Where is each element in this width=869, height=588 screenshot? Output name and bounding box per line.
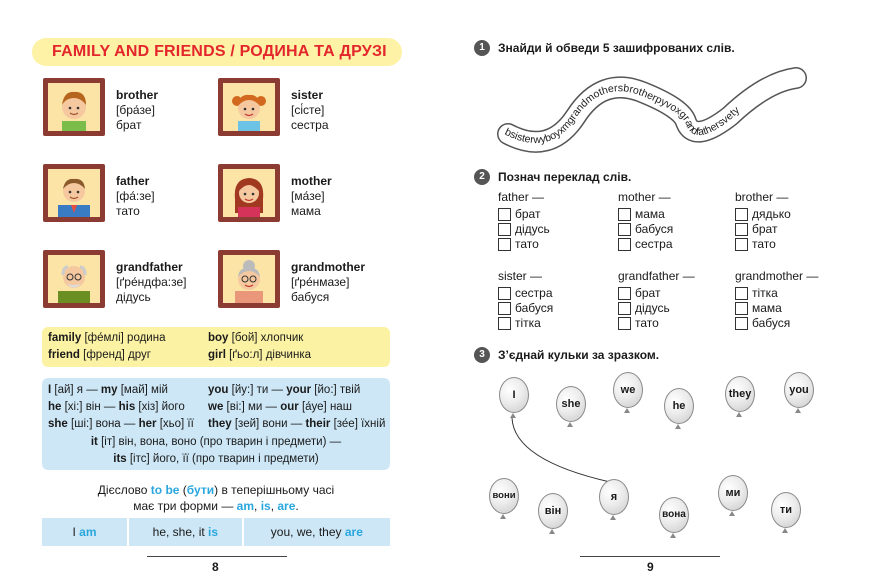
option-label: тато <box>752 237 776 251</box>
portrait-grandmother <box>218 250 280 308</box>
pronoun-text: [іт] він, вона, воно (про тварин і предмети) — <box>97 436 342 448</box>
option[interactable] <box>618 207 673 222</box>
translation-group-father <box>498 190 550 252</box>
pronoun-text: [а́уе] наш <box>298 401 352 413</box>
balloon-top[interactable] <box>613 372 643 413</box>
to-be-table <box>42 518 390 546</box>
pronoun-word: your <box>286 384 312 396</box>
checkbox[interactable] <box>498 302 511 315</box>
pronoun-word: you <box>208 384 229 396</box>
option-label: брат <box>515 207 541 221</box>
option-label: тітка <box>752 286 778 300</box>
word-translation: брат <box>116 118 142 132</box>
cell-highlight: are <box>344 525 363 539</box>
checkbox[interactable] <box>498 317 511 330</box>
option[interactable] <box>618 301 695 316</box>
verb-text: , <box>270 499 278 513</box>
pronoun-text: [ві:] ми — <box>223 401 281 413</box>
option-label: мама <box>635 207 665 221</box>
checkbox[interactable] <box>735 287 748 300</box>
pronoun-he <box>48 399 185 416</box>
word-grandmother <box>291 260 365 305</box>
balloon-top[interactable] <box>556 386 586 427</box>
checkbox[interactable] <box>498 238 511 251</box>
option[interactable] <box>618 237 673 252</box>
balloon-bottom[interactable] <box>489 478 519 519</box>
option[interactable] <box>618 222 673 237</box>
pronoun-text: [йу:] ти — <box>228 384 287 396</box>
option[interactable] <box>498 207 550 222</box>
page-divider <box>580 556 720 557</box>
cell-text: I <box>72 525 76 539</box>
boy-avatar-icon <box>48 83 100 131</box>
checkbox[interactable] <box>735 317 748 330</box>
option-label: сестра <box>635 237 673 251</box>
vocab-text: [фе́млі] родина <box>81 332 166 344</box>
option-label: тато <box>635 316 659 330</box>
pronoun-i <box>48 382 168 399</box>
pronoun-text: [хьо] її <box>156 418 194 430</box>
pronoun-text: [зей] вони — <box>231 418 306 430</box>
balloon-knot <box>510 413 516 418</box>
option[interactable] <box>735 286 818 301</box>
group-head: mother — <box>618 190 671 204</box>
page-number-left: 8 <box>212 560 219 574</box>
pronoun-word: her <box>138 418 157 430</box>
portrait-mother <box>218 164 280 222</box>
vocab-boy <box>208 330 303 347</box>
balloon-label: she <box>556 386 586 422</box>
pronoun-text: [май] мій <box>117 384 168 396</box>
option[interactable] <box>735 301 818 316</box>
balloon-bottom[interactable] <box>718 475 748 516</box>
pronoun-text: [ші:] вона — <box>67 418 139 430</box>
old-man-avatar-icon <box>48 255 100 303</box>
option-label: сестра <box>515 286 553 300</box>
word-en: grandmother <box>291 260 366 274</box>
balloon-label: ми <box>718 475 748 511</box>
word-translation: мама <box>291 204 321 218</box>
task-number: 3 <box>474 347 490 363</box>
balloon-label: he <box>664 388 694 424</box>
balloon-knot <box>729 511 735 516</box>
balloon-label: вони <box>489 478 519 514</box>
option[interactable] <box>618 286 695 301</box>
verb-text: ( <box>179 483 187 497</box>
option[interactable] <box>498 316 553 331</box>
option[interactable] <box>498 286 553 301</box>
checkbox[interactable] <box>498 223 511 236</box>
verb-text: ) в теперішньому часі <box>214 483 335 497</box>
checkbox[interactable] <box>498 208 511 221</box>
word-transcription: [сі́сте] <box>291 103 325 117</box>
vocab-text: [ґьо:л] дівчинка <box>225 349 311 361</box>
verb-highlight: are <box>277 499 296 513</box>
pronoun-it <box>42 434 390 451</box>
option[interactable] <box>735 237 791 252</box>
checkbox[interactable] <box>618 223 631 236</box>
word-transcription: [ма́зе] <box>291 189 325 203</box>
vocab-word: girl <box>208 349 226 361</box>
balloon-label: they <box>725 376 755 412</box>
option[interactable] <box>618 316 695 331</box>
table-cell-are <box>244 518 390 546</box>
option[interactable] <box>498 237 550 252</box>
balloon-knot <box>736 412 742 417</box>
man-avatar-icon <box>48 169 100 217</box>
checkbox[interactable] <box>618 302 631 315</box>
balloon-label: вона <box>659 497 689 533</box>
word-transcription: [фа́:зе] <box>116 189 155 203</box>
word-translation: сестра <box>291 118 329 132</box>
word-en: grandfather <box>116 260 183 274</box>
group-head: father — <box>498 190 545 204</box>
woman-avatar-icon <box>223 169 275 217</box>
checkbox[interactable] <box>735 208 748 221</box>
checkbox[interactable] <box>735 238 748 251</box>
translation-group-brother <box>735 190 791 252</box>
pronoun-word: he <box>48 401 62 413</box>
verb-highlight: am <box>236 499 255 513</box>
balloon-label: я <box>599 479 629 515</box>
word-en: father <box>116 174 150 188</box>
option[interactable] <box>735 207 791 222</box>
verb-highlight: бути <box>186 483 215 497</box>
portrait-brother <box>43 78 105 136</box>
balloon-knot <box>567 422 573 427</box>
verb-note <box>42 482 390 514</box>
balloon-label: I <box>499 377 529 413</box>
verb-text: , <box>254 499 261 513</box>
pronoun-word: I <box>48 384 52 396</box>
balloon-bottom[interactable] <box>771 492 801 533</box>
checkbox[interactable] <box>618 287 631 300</box>
task-instruction: З’єднай кульки за зразком. <box>498 348 660 362</box>
balloon-bottom[interactable] <box>659 497 689 538</box>
balloon-label: ти <box>771 492 801 528</box>
vocab-word: boy <box>208 332 229 344</box>
balloon-knot <box>782 528 788 533</box>
page-number-right: 9 <box>647 560 654 574</box>
page-title: FAMILY AND FRIENDS / РОДИНА ТА ДРУЗІ <box>52 43 387 60</box>
option-label: дідусь <box>515 222 550 236</box>
word-transcription: [ґре́нмазе] <box>291 275 350 289</box>
portrait-father <box>43 164 105 222</box>
verb-text: . <box>295 499 299 513</box>
vocab-word: friend <box>48 349 80 361</box>
verb-highlight: to be <box>150 483 180 497</box>
pronoun-text: [йо:] твій <box>311 384 361 396</box>
portrait-grandfather <box>43 250 105 308</box>
pronoun-text: [ай] я — <box>51 384 101 396</box>
pronoun-its <box>42 451 390 468</box>
translation-group-grandfather <box>618 269 695 331</box>
word-translation: бабуся <box>291 290 330 304</box>
pronoun-word: they <box>208 418 232 430</box>
pronoun-text: [хіз] його <box>135 401 185 413</box>
balloon-knot <box>549 529 555 534</box>
vocab-family <box>48 330 165 347</box>
option-label: бабуся <box>635 222 674 236</box>
balloon-knot <box>795 408 801 413</box>
task-number: 2 <box>474 169 490 185</box>
balloon-label: you <box>784 372 814 408</box>
group-head: grandfather — <box>618 269 695 283</box>
option-label: мама <box>752 301 782 315</box>
balloon-knot <box>610 515 616 520</box>
checkbox[interactable] <box>735 223 748 236</box>
checkbox[interactable] <box>618 238 631 251</box>
balloon-knot <box>500 514 506 519</box>
cell-text: he, she, it <box>152 525 205 539</box>
option-label: брат <box>752 222 778 236</box>
word-transcription: [бра́зе] <box>116 103 155 117</box>
balloon-bottom[interactable] <box>538 493 568 534</box>
pronoun-text: [ітс] його, її (про тварин і предмети) <box>126 453 319 465</box>
task-instruction: Познач переклад слів. <box>498 170 632 184</box>
option-label: дядько <box>752 207 791 221</box>
cell-highlight: am <box>79 525 97 539</box>
balloon-knot <box>624 408 630 413</box>
balloon-top[interactable] <box>664 388 694 429</box>
pronoun-word: we <box>208 401 224 413</box>
task-number: 1 <box>474 40 490 56</box>
word-translation: дідусь <box>116 290 151 304</box>
translation-group-mother <box>618 190 673 252</box>
word-father <box>116 174 155 219</box>
group-head: sister — <box>498 269 543 283</box>
pronoun-word: its <box>113 453 127 465</box>
vocab-word: family <box>48 332 82 344</box>
option-label: бабуся <box>515 301 554 315</box>
pronoun-word: our <box>280 401 299 413</box>
word-transcription: [ґре́ндфа:зе] <box>116 275 187 289</box>
word-en: mother <box>291 174 332 188</box>
option-label: брат <box>635 286 661 300</box>
word-snake[interactable] <box>490 58 810 158</box>
pronoun-they <box>208 416 385 433</box>
table-cell-is <box>129 518 244 546</box>
task-instruction: Знайди й обведи 5 зашифрованих слів. <box>498 41 735 55</box>
balloon-label: we <box>613 372 643 408</box>
option-label: тато <box>515 237 539 251</box>
checkbox[interactable] <box>618 317 631 330</box>
option[interactable] <box>735 316 818 331</box>
pronoun-word: his <box>118 401 136 413</box>
checkbox[interactable] <box>735 302 748 315</box>
vocab-text: [френд] друг <box>79 349 151 361</box>
girl-avatar-icon <box>223 83 275 131</box>
balloon-bottom[interactable] <box>599 479 629 520</box>
option[interactable] <box>498 301 553 316</box>
translation-group-sister <box>498 269 553 331</box>
word-en: sister <box>291 88 324 102</box>
checkbox[interactable] <box>618 208 631 221</box>
balloon-top[interactable] <box>784 372 814 413</box>
balloon-top[interactable] <box>725 376 755 417</box>
option[interactable] <box>498 222 550 237</box>
table-cell-am <box>42 518 129 546</box>
option[interactable] <box>735 222 791 237</box>
vocab-text: [бой] хлопчик <box>228 332 304 344</box>
balloon-top[interactable] <box>499 377 529 418</box>
pronoun-word: it <box>90 436 98 448</box>
verb-text: Дієслово <box>97 483 151 497</box>
balloon-knot <box>670 533 676 538</box>
option-label: дідусь <box>635 301 670 315</box>
pronoun-text: [хі:] він — <box>61 401 119 413</box>
pronoun-word: their <box>305 418 331 430</box>
vocab-girl <box>208 347 311 364</box>
word-translation: тато <box>116 204 140 218</box>
checkbox[interactable] <box>498 287 511 300</box>
word-grandfather <box>116 260 187 305</box>
pronoun-word: my <box>100 384 118 396</box>
pronoun-you <box>208 382 360 399</box>
word-brother <box>116 88 158 133</box>
option-label: тітка <box>515 316 541 330</box>
word-mother <box>291 174 332 219</box>
group-head: grandmother — <box>735 269 819 283</box>
pronoun-word: she <box>48 418 68 430</box>
pronoun-she <box>48 416 194 433</box>
old-woman-avatar-icon <box>223 255 275 303</box>
pronoun-we <box>208 399 352 416</box>
vocab-friend <box>48 347 151 364</box>
cell-highlight: is <box>208 525 219 539</box>
group-head: brother — <box>735 190 789 204</box>
word-en: brother <box>116 88 158 102</box>
snake-letters: bsisterwyboyxmgrandmothersbrotherpyvoxgrandfathersvety <box>502 82 742 147</box>
balloon-knot <box>675 424 681 429</box>
page-divider <box>147 556 287 557</box>
balloon-label: він <box>538 493 568 529</box>
translation-group-grandmother <box>735 269 818 331</box>
verb-highlight: is <box>260 499 271 513</box>
word-sister <box>291 88 329 133</box>
pronoun-text: [зе́е] їхній <box>330 418 386 430</box>
option-label: бабуся <box>752 316 791 330</box>
cell-text: you, we, they <box>270 525 342 539</box>
verb-text: має три форми — <box>133 499 237 513</box>
portrait-sister <box>218 78 280 136</box>
